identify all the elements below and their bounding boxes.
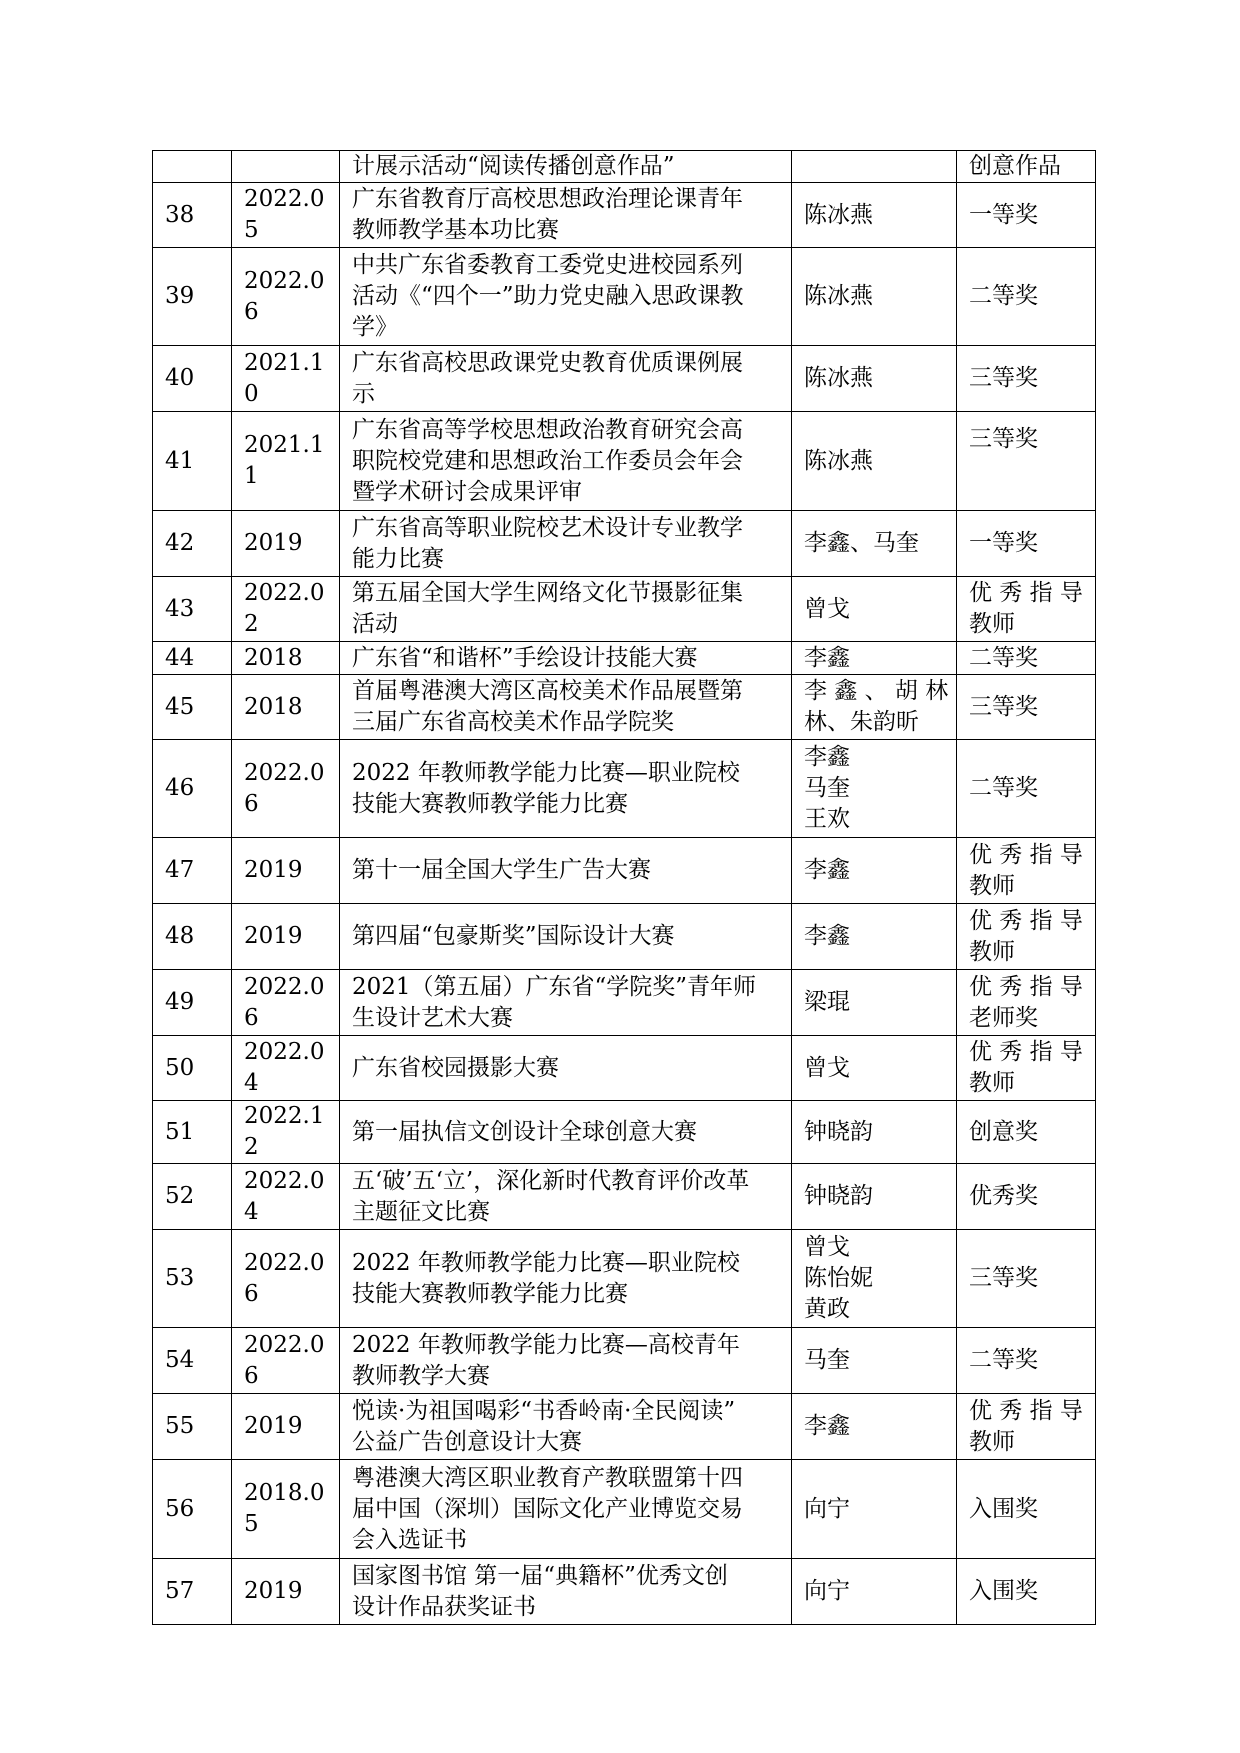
cell-date: 2018 — [232, 642, 340, 675]
cell-number: 57 — [153, 1559, 232, 1625]
cell-project — [340, 1164, 792, 1230]
cell-award-line: 优 秀 指 导 — [969, 907, 1083, 934]
cell-number — [153, 151, 232, 183]
cell-project — [340, 248, 792, 346]
table-row — [153, 970, 1096, 1036]
table-row — [153, 1101, 1096, 1164]
table-row — [153, 183, 1096, 248]
cell-person-line: 李鑫 — [804, 857, 850, 883]
cell-project-line: 广东省校园摄影大赛 — [352, 1054, 559, 1081]
cell-number: 43 — [153, 577, 232, 642]
cell-award-line: 教师 — [969, 1070, 1015, 1096]
cell-project-line: 广东省高等职业院校艺术设计专业教学 — [352, 514, 743, 541]
cell-person-line: 李鑫 — [804, 1413, 850, 1439]
cell-award-line: 三等奖 — [969, 365, 1038, 391]
cell-project-line: 教师教学大赛 — [352, 1362, 490, 1389]
cell-project-line: 计展示活动“阅读传播创意作品” — [352, 153, 675, 179]
cell-project — [340, 151, 792, 183]
cell-number: 54 — [153, 1328, 232, 1394]
cell-award — [957, 1036, 1096, 1101]
cell-person-line: 王欢 — [804, 806, 850, 832]
cell-date: 2019 — [232, 838, 340, 904]
cell-date: 2022.06 — [232, 1328, 340, 1394]
cell-person-line: 马奎 — [804, 775, 850, 801]
cell-project-line: 活动《“四个一”助力党史融入思政课教 — [352, 283, 744, 309]
cell-date: 2018 — [232, 675, 340, 740]
cell-date: 2022.12 — [232, 1101, 340, 1164]
cell-project — [340, 183, 792, 248]
cell-award — [957, 642, 1096, 675]
cell-project-line: 会入选证书 — [352, 1526, 467, 1553]
cell-project-line: 学》 — [352, 314, 398, 340]
cell-person — [792, 1036, 957, 1101]
cell-award — [957, 1460, 1096, 1559]
cell-person — [792, 1230, 957, 1328]
cell-project — [340, 1230, 792, 1328]
cell-person — [792, 1394, 957, 1460]
cell-project — [340, 838, 792, 904]
cell-number: 38 — [153, 183, 232, 248]
cell-project — [340, 1394, 792, 1460]
cell-award-line: 二等奖 — [969, 775, 1038, 801]
cell-project-line: 2022 年教师教学能力比赛—职业院校 — [352, 1249, 740, 1276]
cell-person-line: 钟晓韵 — [804, 1118, 873, 1145]
cell-project — [340, 675, 792, 740]
cell-award-line: 创意奖 — [969, 1118, 1038, 1145]
cell-project-line: 暨学术研讨会成果评审 — [352, 478, 582, 505]
cell-award — [957, 1101, 1096, 1164]
cell-person — [792, 1328, 957, 1394]
cell-project-line: 活动 — [352, 611, 398, 637]
cell-person — [792, 740, 957, 838]
cell-person-line: 陈冰燕 — [804, 447, 873, 474]
cell-award — [957, 1559, 1096, 1625]
cell-person — [792, 642, 957, 675]
cell-award-line: 入围奖 — [969, 1578, 1038, 1604]
cell-person — [792, 1559, 957, 1625]
cell-award-line: 三等奖 — [969, 1265, 1038, 1291]
cell-project-line: 2021（第五届）广东省“学院奖”青年师 — [352, 973, 757, 1000]
cell-award — [957, 838, 1096, 904]
cell-project-line: 首届粤港澳大湾区高校美术作品展暨第 — [352, 678, 743, 704]
cell-number: 39 — [153, 248, 232, 346]
cell-project-line: 生设计艺术大赛 — [352, 1004, 513, 1031]
cell-award — [957, 740, 1096, 838]
cell-person-line: 梁琨 — [804, 989, 850, 1015]
cell-project-line: 设计作品获奖证书 — [352, 1593, 536, 1620]
cell-project — [340, 740, 792, 838]
cell-project-line: 2022 年教师教学能力比赛—职业院校 — [352, 759, 740, 786]
cell-project — [340, 577, 792, 642]
cell-person-line: 陈冰燕 — [804, 201, 873, 228]
cell-date: 2022.06 — [232, 740, 340, 838]
cell-project-line: 悦读·为祖国喝彩“书香岭南·全民阅读” — [352, 1397, 736, 1424]
cell-person-line: 曾戈 — [804, 595, 850, 622]
cell-person-line: 陈冰燕 — [804, 365, 873, 391]
cell-person-line: 钟晓韵 — [804, 1183, 873, 1209]
table-row — [153, 346, 1096, 412]
cell-date: 2022.02 — [232, 577, 340, 642]
table-row — [153, 1559, 1096, 1625]
cell-person — [792, 904, 957, 970]
cell-award — [957, 151, 1096, 183]
cell-project-line: 第十一届全国大学生广告大赛 — [352, 857, 651, 883]
cell-award — [957, 970, 1096, 1036]
cell-project-line: 示 — [352, 380, 375, 407]
cell-person — [792, 346, 957, 412]
cell-award-line: 优秀奖 — [969, 1183, 1038, 1209]
cell-project — [340, 1328, 792, 1394]
table-row — [153, 740, 1096, 838]
cell-project-line: 广东省“和谐杯”手绘设计技能大赛 — [352, 644, 698, 671]
table-row — [153, 1460, 1096, 1559]
cell-number: 50 — [153, 1036, 232, 1101]
cell-award-line: 优 秀 指 导 — [969, 973, 1083, 1000]
cell-award-line: 二等奖 — [969, 283, 1038, 309]
cell-project-line: 技能大赛教师教学能力比赛 — [352, 790, 628, 817]
cell-person-line: 黄政 — [804, 1296, 850, 1322]
cell-project-line: 能力比赛 — [352, 545, 444, 572]
cell-person — [792, 1164, 957, 1230]
cell-project-line: 公益广告创意设计大赛 — [352, 1428, 582, 1455]
cell-number: 46 — [153, 740, 232, 838]
cell-person-line: 林、朱韵昕 — [804, 709, 919, 735]
cell-award — [957, 1164, 1096, 1230]
cell-person — [792, 1101, 957, 1164]
cell-number: 45 — [153, 675, 232, 740]
cell-award — [957, 1328, 1096, 1394]
cell-award-line: 优 秀 指 导 — [969, 841, 1083, 868]
cell-number: 47 — [153, 838, 232, 904]
table-row — [153, 1036, 1096, 1101]
cell-date: 2021.11 — [232, 412, 340, 511]
cell-date: 2019 — [232, 511, 340, 577]
cell-award-line: 老师奖 — [969, 1004, 1038, 1031]
cell-project-line: 五‘破’五‘立’，深化新时代教育评价改革 — [352, 1167, 750, 1194]
cell-award-line: 教师 — [969, 938, 1015, 965]
cell-project-line: 广东省教育厅高校思想政治理论课青年 — [352, 186, 743, 212]
cell-person-line: 陈冰燕 — [804, 283, 873, 309]
cell-number: 42 — [153, 511, 232, 577]
cell-award — [957, 1230, 1096, 1328]
cell-person-line: 李鑫 — [804, 744, 850, 770]
cell-award — [957, 511, 1096, 577]
cell-project — [340, 1460, 792, 1559]
cell-person-line: 陈怡妮 — [804, 1265, 873, 1291]
table-row — [153, 511, 1096, 577]
cell-person-line: 马奎 — [804, 1347, 850, 1373]
cell-date: 2021.10 — [232, 346, 340, 412]
cell-person-line: 李 鑫 、 胡 林 — [804, 678, 949, 704]
cell-date: 2022.06 — [232, 1230, 340, 1328]
table-row — [153, 412, 1096, 511]
cell-project-line: 技能大赛教师教学能力比赛 — [352, 1280, 628, 1307]
cell-award — [957, 904, 1096, 970]
cell-project-line: 国家图书馆 第一届“典籍杯”优秀文创 — [352, 1562, 728, 1589]
cell-number: 41 — [153, 412, 232, 511]
cell-date: 2019 — [232, 1394, 340, 1460]
cell-award — [957, 183, 1096, 248]
cell-project — [340, 970, 792, 1036]
cell-project-line: 2022 年教师教学能力比赛—高校青年 — [352, 1331, 740, 1358]
cell-person — [792, 1460, 957, 1559]
cell-person-line: 向宁 — [804, 1495, 850, 1522]
cell-project-line: 粤港澳大湾区职业教育产教联盟第十四 — [352, 1464, 743, 1491]
cell-date: 2022.04 — [232, 1036, 340, 1101]
table-row — [153, 1164, 1096, 1230]
cell-award-line: 一等奖 — [969, 201, 1038, 228]
cell-person — [792, 675, 957, 740]
cell-award-line: 教师 — [969, 611, 1015, 637]
cell-date: 2022.06 — [232, 970, 340, 1036]
cell-award-line: 二等奖 — [969, 644, 1038, 671]
table-row — [153, 642, 1096, 675]
cell-person — [792, 183, 957, 248]
cell-number: 53 — [153, 1230, 232, 1328]
cell-person — [792, 511, 957, 577]
cell-person-line: 李鑫 — [804, 644, 850, 671]
cell-person — [792, 248, 957, 346]
table-row — [153, 151, 1096, 183]
cell-person — [792, 412, 957, 511]
cell-project — [340, 511, 792, 577]
cell-date — [232, 151, 340, 183]
table-row — [153, 577, 1096, 642]
awards-table — [152, 150, 1096, 1625]
cell-project-line: 广东省高校思政课党史教育优质课例展 — [352, 349, 743, 376]
cell-project — [340, 1559, 792, 1625]
cell-date: 2022.06 — [232, 248, 340, 346]
cell-date: 2022.04 — [232, 1164, 340, 1230]
cell-award-line: 优 秀 指 导 — [969, 1039, 1083, 1065]
cell-number: 56 — [153, 1460, 232, 1559]
cell-award-line: 一等奖 — [969, 530, 1038, 556]
cell-project-line: 第一届执信文创设计全球创意大赛 — [352, 1118, 697, 1145]
cell-number: 51 — [153, 1101, 232, 1164]
cell-award — [957, 675, 1096, 740]
table-row — [153, 1328, 1096, 1394]
cell-person-line: 曾戈 — [804, 1054, 850, 1081]
cell-award-line: 三等奖 — [969, 426, 1038, 452]
cell-award — [957, 346, 1096, 412]
cell-project-line: 三届广东省高校美术作品学院奖 — [352, 709, 674, 735]
cell-project-line: 广东省高等学校思想政治教育研究会高 — [352, 416, 743, 443]
cell-award-line: 优 秀 指 导 — [969, 580, 1083, 606]
table-row — [153, 1394, 1096, 1460]
cell-project-line: 第五届全国大学生网络文化节摄影征集 — [352, 580, 743, 606]
cell-award-line: 教师 — [969, 872, 1015, 899]
cell-project-line: 主题征文比赛 — [352, 1198, 490, 1225]
cell-person — [792, 151, 957, 183]
cell-person — [792, 970, 957, 1036]
cell-project-line: 职院校党建和思想政治工作委员会年会 — [352, 447, 743, 474]
cell-award — [957, 1394, 1096, 1460]
cell-award — [957, 412, 1096, 511]
cell-number: 55 — [153, 1394, 232, 1460]
cell-award-line: 三等奖 — [969, 693, 1038, 720]
cell-project-line: 中共广东省委教育工委党史进校园系列 — [352, 252, 743, 278]
cell-project-line: 教师教学基本功比赛 — [352, 217, 559, 243]
cell-number: 44 — [153, 642, 232, 675]
cell-person-line: 向宁 — [804, 1578, 850, 1604]
cell-person-line: 李鑫、马奎 — [804, 530, 919, 556]
cell-project — [340, 642, 792, 675]
cell-date: 2018.05 — [232, 1460, 340, 1559]
cell-project — [340, 346, 792, 412]
cell-project-line: 第四届“包豪斯奖”国际设计大赛 — [352, 923, 675, 949]
cell-project — [340, 904, 792, 970]
cell-person-line: 曾戈 — [804, 1234, 850, 1260]
cell-project — [340, 1101, 792, 1164]
cell-date: 2019 — [232, 904, 340, 970]
cell-award-line: 二等奖 — [969, 1347, 1038, 1373]
table-row — [153, 1230, 1096, 1328]
cell-award — [957, 248, 1096, 346]
cell-person — [792, 577, 957, 642]
awards-table-body — [153, 151, 1096, 1625]
table-row — [153, 904, 1096, 970]
cell-project-line: 届中国（深圳）国际文化产业博览交易 — [352, 1495, 743, 1522]
cell-date: 2019 — [232, 1559, 340, 1625]
cell-person — [792, 838, 957, 904]
cell-number: 52 — [153, 1164, 232, 1230]
cell-project — [340, 1036, 792, 1101]
cell-award-line: 创意作品 — [969, 153, 1061, 179]
cell-number: 49 — [153, 970, 232, 1036]
table-row — [153, 675, 1096, 740]
cell-project — [340, 412, 792, 511]
table-row — [153, 838, 1096, 904]
cell-number: 40 — [153, 346, 232, 412]
cell-number: 48 — [153, 904, 232, 970]
cell-award — [957, 577, 1096, 642]
cell-person-line: 李鑫 — [804, 923, 850, 949]
cell-award-line: 入围奖 — [969, 1495, 1038, 1522]
cell-date: 2022.05 — [232, 183, 340, 248]
cell-award-line: 优 秀 指 导 — [969, 1397, 1083, 1424]
table-row — [153, 248, 1096, 346]
cell-award-line: 教师 — [969, 1428, 1015, 1455]
